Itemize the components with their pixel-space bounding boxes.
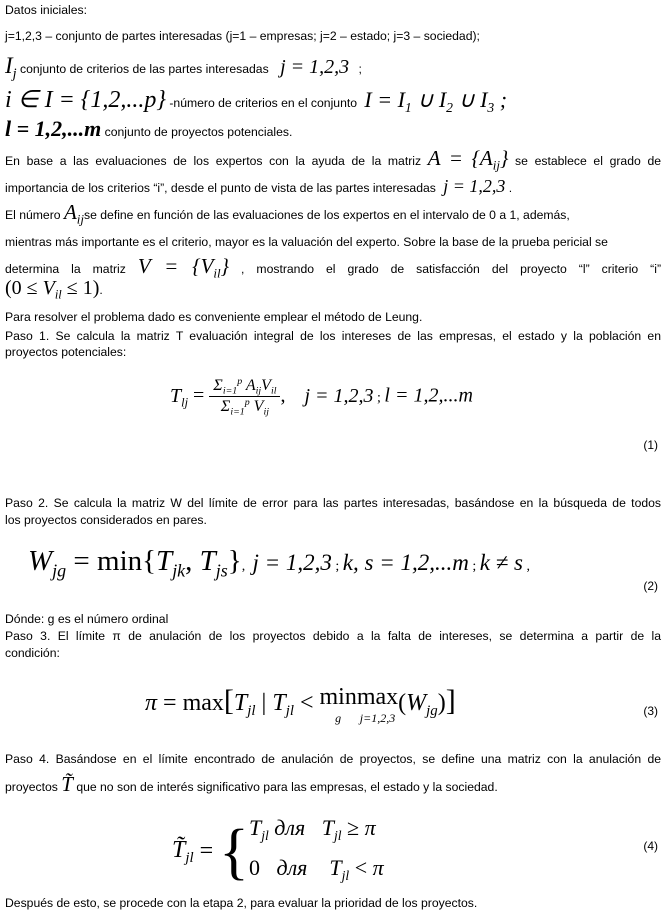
- paso3-line-2: condición:: [5, 646, 60, 660]
- equation-4: $T̃_{jl}$ = { $T_{jl}$ для $T_{jl} \ge \pi$ 0 для $T_{jl} < \pi$: [172, 815, 384, 886]
- para-a-line-2: importancia de los criterios “i”, desde el punto de vista de las partes interesadas j = 1,2,3 .: [5, 176, 513, 196]
- para-c: Para resolver el problema dado es conveniente emplear el método de Leung.: [5, 310, 423, 324]
- i-set-formula: i ∈ I = {1,2,...p}: [5, 87, 166, 113]
- equation-3-number: (3): [643, 704, 658, 718]
- matrix-v-formula: $V = \{V_{il}\}$: [137, 254, 230, 281]
- paso1-line-1: Paso 1. Se calcula la matriz T evaluación integral de los intereses de las empresas, el estado y la población en: [5, 329, 661, 343]
- aij-symbol: $A_{ij}$: [63, 200, 84, 227]
- j-range-formula: j = 1,2,3: [443, 176, 506, 196]
- t-tilde-symbol: T̃: [61, 772, 73, 796]
- paso4-text-c: que no son de interés significativo para las empresas, el estado y la sociedad.: [76, 780, 498, 794]
- l-text: conjunto de proyectos potenciales.: [104, 125, 293, 139]
- donde-line: Dónde: g es el número ordinal: [5, 612, 169, 626]
- paso4-text-b: proyectos: [5, 780, 58, 794]
- para-b-line-3: [5, 254, 662, 281]
- matrix-a-formula: $A = \{A_{ij}\}$: [427, 146, 509, 173]
- equation-1-number: (1): [643, 438, 658, 452]
- para-a-text-1: En base a las evaluaciones de los expertos con la ayuda de la matriz: [5, 154, 422, 168]
- paso4-line-1: Paso 4. Basándose en el límite encontrado de anulación de proyectos, se define una matriz con la anulación de: [5, 752, 661, 766]
- equation-1: $T_{lj}$ = $\frac{\Sigma_{i=1}^p A_{ij}V_{il}}{\Sigma_{i=1}^p V_{ij}}$ , j = 1,2,3 ; l = 1,2,...m: [170, 376, 473, 418]
- ij-line: [5, 53, 362, 82]
- ij-symbol: $I_j$: [5, 53, 17, 82]
- equation-2: $W_{jg} = \min\{T_{jk}$, $T_{js}$}, j = 1,2,3 ; k, s = 1,2,...m ; k ≠ s ,: [28, 545, 531, 581]
- para-b-text-1: El número: [5, 208, 61, 222]
- para-a-line-1: [5, 146, 661, 173]
- equation-4-number: (4): [643, 839, 658, 853]
- para-b-text-2: se define en función de las evaluaciones de los expertos en el intervalo de 0 a 1, además,: [84, 208, 570, 222]
- para-a-text-3: importancia de los criterios “i”, desde el punto de vista de las partes interesadas: [5, 181, 436, 195]
- para-b-line-1: [5, 200, 570, 227]
- v-range-line: $(0 \le V_{il} \le 1)$.: [5, 277, 103, 302]
- ij-text: conjunto de criterios de las partes interesadas: [20, 62, 269, 76]
- paso1-line-2: proyectos potenciales:: [5, 345, 127, 359]
- para-b-line-2: mientras más importante es el criterio, mayor es la valuación del experto. Sobre la base de la prueba pericial se: [5, 235, 608, 249]
- paso4-line-2: [5, 772, 498, 796]
- j-set-line: j=1,2,3 – conjunto de partes interesadas (j=1 – empresas; j=2 – estado; j=3 – sociedad);: [5, 29, 480, 43]
- paso2-line-2: los proyectos considerados en pares.: [5, 513, 207, 527]
- l-set-formula: l = 1,2,...m: [5, 116, 102, 141]
- final-line: Después de esto, se procede con la etapa 2, para evaluar la prioridad de los proyectos.: [5, 896, 478, 910]
- i-union-formula: $I = I_1$ ∪ $I_2$ ∪ $I_3$ ;: [364, 87, 508, 115]
- ij-semicolon: ;: [358, 62, 362, 76]
- equation-3: $\pi = \max[T_{jl}$ | $T_{jl} < \min$ g max j=1,2,3 $(W_{jg})$]: [145, 684, 456, 725]
- i-text: -número de criterios en el conjunto: [169, 96, 358, 110]
- ij-range: j = 1,2,3: [280, 56, 350, 78]
- i-line: [5, 87, 508, 115]
- para-b-text-5: , mostrando el grado de satisfacción del proyecto “l” criterio “i”: [241, 262, 662, 276]
- v-range-formula: $(0 \le V_{il} \le 1)$: [5, 277, 100, 302]
- equation-2-number: (2): [643, 579, 658, 593]
- para-a-text-2: se establece el grado de: [515, 154, 661, 168]
- paso2-line-1: Paso 2. Se calcula la matriz W del límite de error para las partes interesadas, basándose en la búsqueda de todos: [5, 496, 661, 510]
- paso3-line-1: Paso 3. El límite π de anulación de los proyectos debido a la falta de intereses, se determina a partir de la: [5, 629, 661, 643]
- para-b-text-4: determina la matriz: [5, 262, 126, 276]
- l-line: [5, 116, 293, 141]
- intro-heading: Datos iniciales:: [5, 3, 87, 17]
